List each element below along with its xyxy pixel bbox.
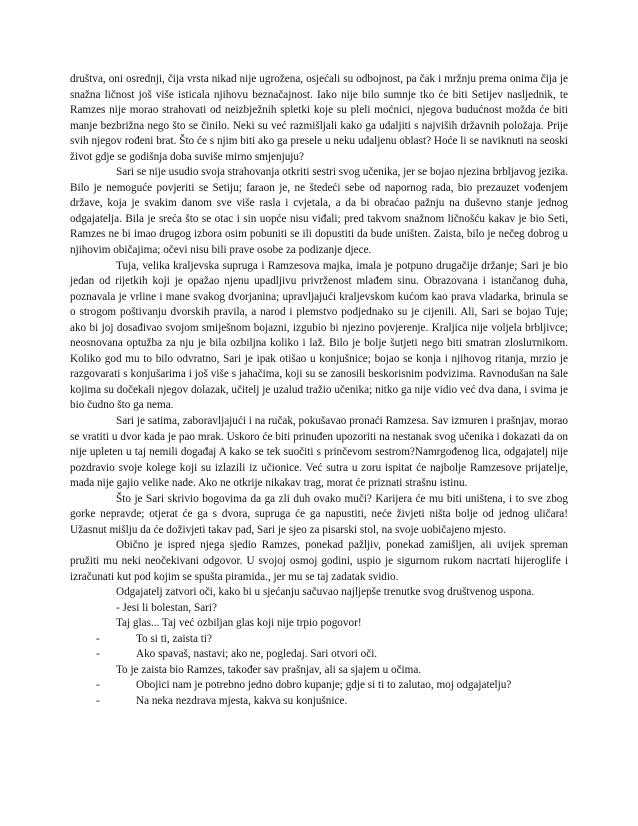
dialogue-line: To je zaista bio Ramzes, također sav prašnjav, ali sa sjajem u očima. — [116, 663, 422, 676]
dialogue-line: - To si ti, zaista ti? — [90, 632, 568, 648]
dialogue-line: - Jesi li bolestan, Sari? — [116, 601, 217, 614]
dialogue-line: - Obojici nam je potrebno jedno dobro kupanje; gdje si ti to zalutao, moj odgajatelju? — [90, 678, 568, 694]
paragraph: Obično je ispred njega sjedio Ramzes, ponekad pažljiv, ponekad zamišljen, ali uvijek spreman pružiti mu neki neočekivani odgovor. U svojoj osmoj godini, uspio je sigurnom rukom nacrtati hijeroglife i izračunati kut pod kojim se spušta piramida., jer mu se taj zadatak svidio. — [70, 539, 568, 583]
paragraph: Što je Sari skrivio bogovima da ga zli duh ovako muči? Karijera će mu biti uništena, i to sve zbog gorke nepravde; otjerat će ga s dvora, supruga će ga napustiti, neće živjeti ništa bolje od jednog uličara! Užasnut mišlju da će doživjeti takav pad, Sari je sjeo za pisarski stol, na svoje uobičajeno mjesto. — [70, 492, 568, 536]
document-page — [70, 72, 568, 709]
paragraph: Sari je satima, zaboravljajući i na ručak, pokušavao pronaći Ramzesa. Sav izmuren i prašnjav, morao se vratiti u dvor kada je pao mrak. Uskoro će biti prinuđen upozoriti na nestanak svog učenika i dokazati da on nije upleten u taj nemili događaj A kako se tek suočiti s prinčevom sestrom?Namrgođenog lica, odgajatelj nije pozdravio svoje kolege koji su izlazili iz učionice. Već sutra u zoru ispitat će najbolje Ramzesove prijatelje, mada nije gajio velike nade. Ako ne otkrije nikakav trag, morat će priznati strašnu istinu. — [70, 415, 568, 490]
dialogue-line: - Ako spavaš, nastavi; ako ne, pogledaj. Sari otvori oči. — [90, 647, 568, 663]
paragraph: Sari se nije usudio svoja strahovanja otkriti sestri svog učenika, jer se bojao njezina brbljavog jezika. Bilo je nemoguće povjeriti se Setiju; faraon je, ne štedeći sebe od napornog rada, bio prezauzet vođenjem države, koja je svakim danom sve više rasla i cvjetala, a da bi obraćao pažnju na duševno stanje jednog odgajatelja. Bila je sreća što se otac i sin uopće nisu viđali; pred takvom snažnom ličnošću kakav je bio Seti, Ramzes ne bi imao drugog izbora osim pobuniti se ili dopustiti da bude uništen. Zaista, bilo je nečeg dobrog u njihovim običajima; očevi nisu bili prave osobe za podizanje djece. — [70, 166, 568, 257]
paragraph: Tuja, velika kraljevska supruga i Ramzesova majka, imala je potpuno drugačije držanje; Sari je bio jedan od rijetkih koji je opažao njenu upadljivu privrženost mlađem sinu. Obrazovana i istančanog duha, poznavala je vrline i mane svakog dvorjanina; upravljajući kraljevskom kućom kao prava vladarka, brinula se o strogom poštivanju dvorskih pravila, a narod i plemstvo podjednako su je cijenili. Ali, Sari se bojao Tuje; ako bi joj dosađivao svojom smiješnom bojazni, izgubio bi njezino povjerenje. Kraljica nije voljela brbljivce; neosnovana optužba za nju je bila ozbiljna koliko i laž. Bilo je bolje šutjeti nego biti smatran zlosluтnikom. Koliko god mu to bilo odvratno, Sari je ipak otišao u konjušnice; bojao se konja i njihovog ritanja, mrzio je razgovarati s konjušarima i još više s jahačima, koji su se zanosili beskorisnim podvizima. Ravnodušan na šale kojima su dočekali njegov dolazak, učitelj je uzalud tražio učenika; nitko ga nije vidio već dva dana, i svima je bio čudno što ga nema. — [70, 259, 568, 412]
paragraph: društva, oni osrednji, čija vrsta nikad nije ugrožena, osjećali su odbojnost, pa čak i mržnju prema onima čija je snažna ličnost još više isticala njihovu beznačajnost. Iako nije bilo sumnje tko će biti Setijev nasljednik, te Ramzes nije morao strahovati od neizbježnih spletki koje su pleli moćnici, njegova budućnost možda će biti manje bezbrižna nego što se činilo. Neki su već razmišljali kako ga udaljiti s najviših državnih položaja. Prije svih njegov rođeni brat. Što će s njim biti ako ga presele u neku udaljenu oblast? Hoće li se naviknuti na seoski život gdje se godišnja doba suviše mirno smjenjuju? — [70, 73, 568, 163]
dialogue-line: Taj glas... Taj već ozbiljan glas koji nije trpio pogovor! — [116, 617, 362, 630]
paragraph: Odgajatelj zatvori oči, kako bi u sjećanju sačuvao najljepše trenutke svog društvenog uspona. — [116, 586, 535, 599]
dialogue-line: - Na neka nezdrava mjesta, kakva su konjušnice. — [90, 694, 568, 710]
